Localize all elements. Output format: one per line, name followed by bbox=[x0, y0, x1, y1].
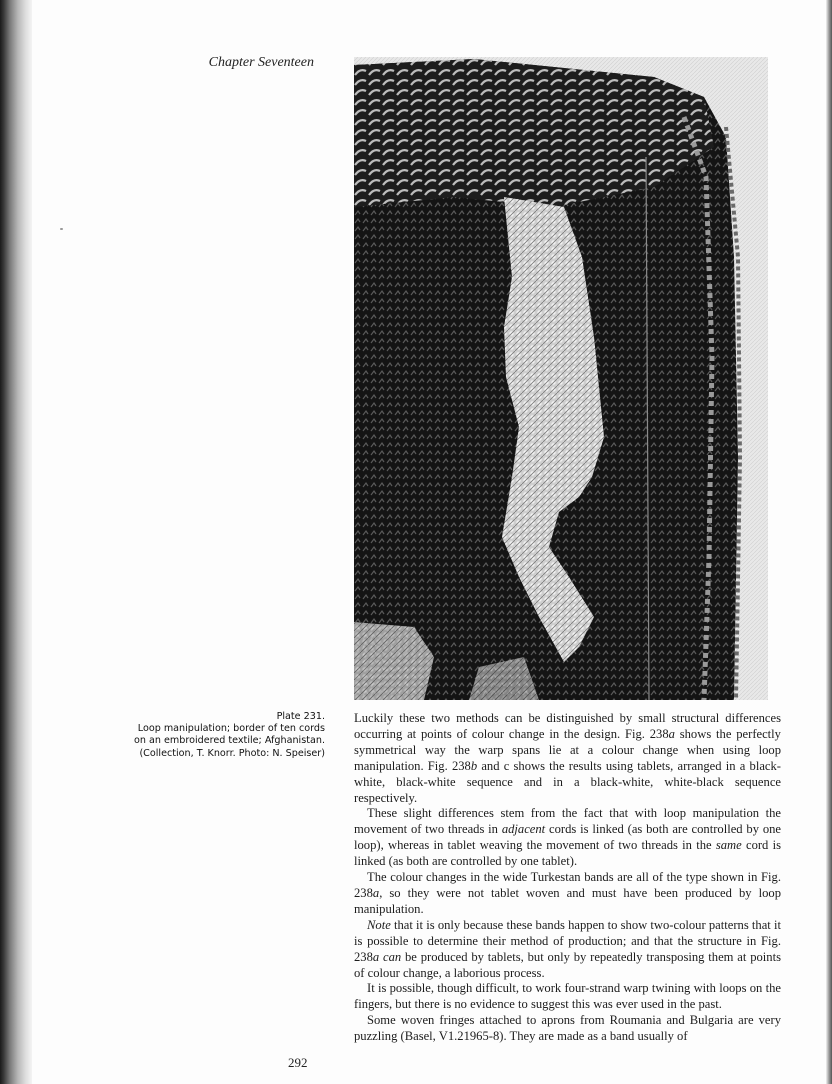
italic-run: adjacent bbox=[501, 822, 546, 837]
binding-shadow bbox=[0, 0, 32, 1084]
italic-run: a bbox=[668, 726, 675, 741]
paragraph: Some woven fringes attached to aprons from Roumania and Bulgaria are very puzzling (Basel, V1.21965-8). They are made as a band usually of bbox=[354, 1013, 781, 1044]
text-run: and c shows the results using tablets, arranged in a black-white, black-white sequence and in a black-white, white-black sequence respectively. bbox=[354, 758, 782, 805]
plate-label: Plate 231. bbox=[276, 711, 325, 722]
plate-caption bbox=[90, 711, 325, 760]
textile-photo-illustration bbox=[354, 57, 768, 700]
text-run: cords is linked (as both are controlled by one loop), whereas in tablet weaving the movement of two threads in the bbox=[354, 822, 781, 853]
paragraph: It is possible, though difficult, to work four-strand warp twining with loops on the fingers, but there is no evidence to suggest this was ever used in the past. bbox=[354, 981, 781, 1012]
italic-run: Note bbox=[367, 917, 391, 932]
plate-photo bbox=[354, 57, 768, 700]
text-run: These slight differences stem from the fact that with loop manipulation the movement of two threads in bbox=[354, 806, 781, 837]
caption-line: on an embroidered textile; Afghanistan. bbox=[134, 735, 325, 747]
text-run: Luckily these two methods can be distinguished by small structural differences occurring at points of colour change in the design. Fig. 238 bbox=[354, 711, 781, 741]
text-run: , so they were not tablet woven and must have been produced by loop manipulation. bbox=[354, 885, 781, 916]
paragraph bbox=[354, 870, 781, 918]
italic-run: a can bbox=[372, 949, 402, 964]
text-run: cord is linked (as both are controlled by one tablet). bbox=[354, 838, 782, 869]
text-run: be produced by tablets, but only by repeatedly transposing them at points of colour change, a laborious process. bbox=[354, 949, 781, 980]
italic-run: b bbox=[470, 758, 478, 773]
body-text bbox=[354, 711, 781, 1045]
scan-speck bbox=[60, 228, 63, 230]
chapter-header: Chapter Seventeen bbox=[208, 55, 314, 70]
page-edge bbox=[826, 0, 832, 1084]
paragraph bbox=[354, 806, 781, 870]
text-run: shows the perfectly symmetrical way the warp spans lie at a colour change when using loop manipulation. Fig. 238 bbox=[354, 726, 781, 773]
caption-line: (Collection, T. Knorr. Photo: N. Speiser) bbox=[139, 747, 325, 759]
text-run: that it is only because these bands happen to show two-colour patterns that it is possible to determine their method of production; and that the structure in Fig. 238 bbox=[354, 917, 781, 964]
italic-run: same bbox=[715, 838, 742, 853]
page-number: 292 bbox=[288, 1055, 308, 1070]
paragraph bbox=[354, 918, 781, 982]
caption-line: Loop manipulation; border of ten cords bbox=[137, 723, 325, 735]
italic-run: a bbox=[372, 885, 380, 900]
paragraph bbox=[354, 711, 781, 806]
text-run: The colour changes in the wide Turkestan bands are all of the type shown in Fig. 238 bbox=[354, 870, 781, 900]
